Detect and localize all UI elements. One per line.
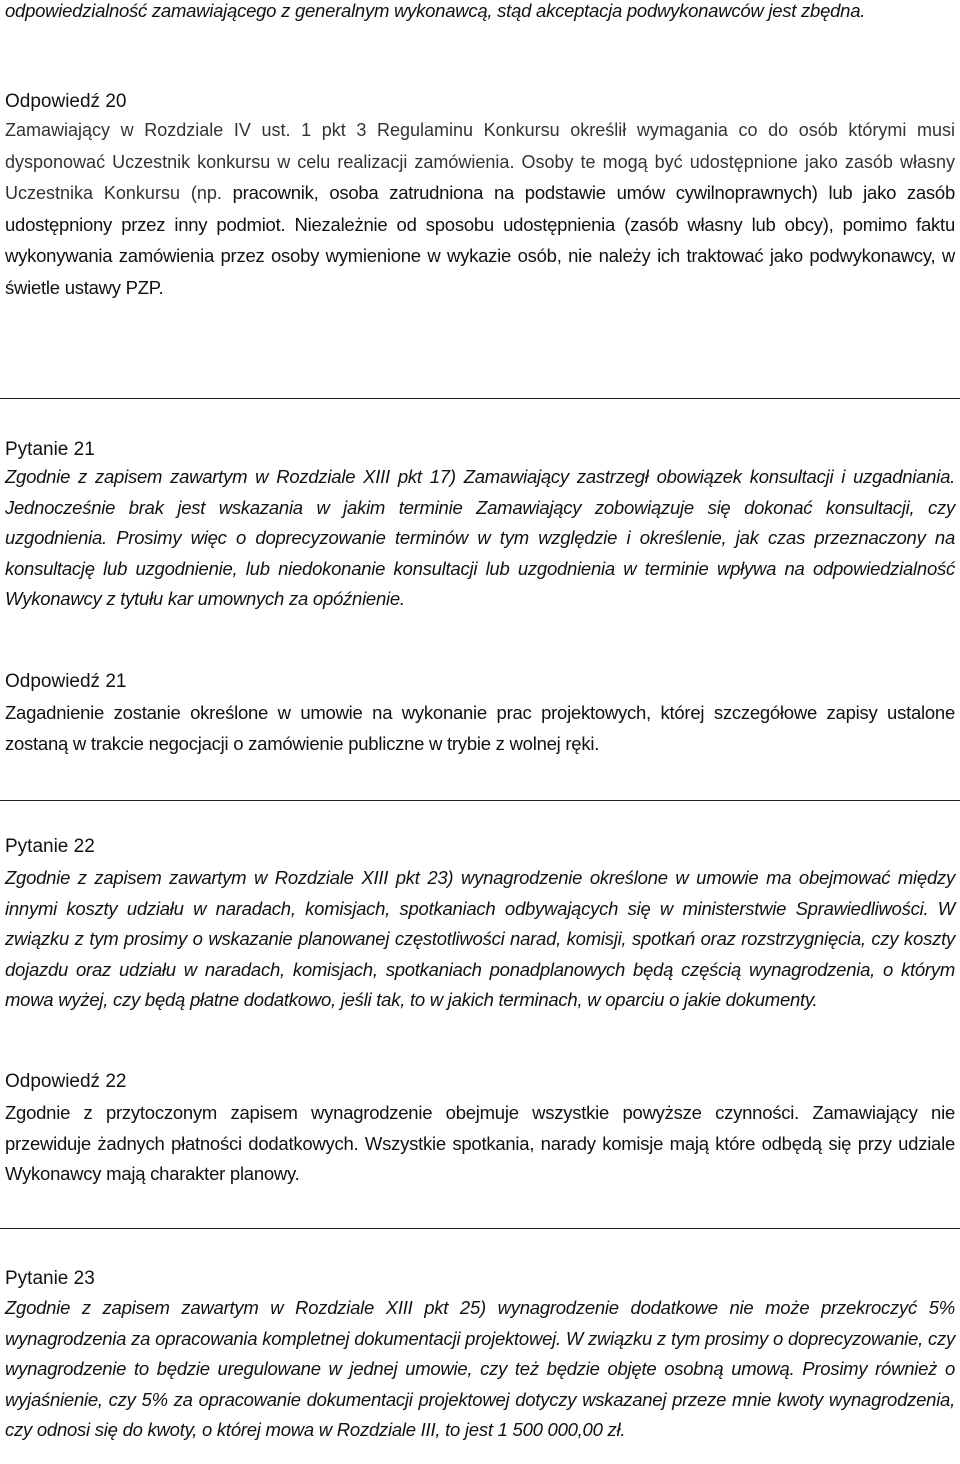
answer-22-text: Zgodnie z przytoczonym zapisem wynagrodzenie obejmuje wszystkie powyższe czynności. Zamawiający nie przewiduje żadnych płatności dodatkowych. Wszystkie spotkania, narady komisje mają które odbędą się przy udziale Wykonawcy mają charakter planowy. [5,1102,955,1184]
continuation-paragraph: odpowiedzialność zamawiającego z generalnym wykonawcą, stąd akceptacja podwykonawców jest zbędna. [5,0,866,21]
question-21-text: Zgodnie z zapisem zawartym w Rozdziale XIII pkt 17) Zamawiający zastrzegł obowiązek konsultacji i uzgadniania. Jednocześnie brak jest wskazania w jakim terminie Zamawiający zobowiązuje się dokonać konsultacji, czy uzgodnienia. Prosimy więc o doprecyzowanie terminów w tym względzie i określenie, jak czas przeznaczony na konsultację lub uzgodnienie, lub niedokonanie konsultacji lub uzgodnienia w terminie wpływa na odpowiedzialność Wykonawcy z tytułu kar umownych za opóźnienie. [5,466,955,609]
answer-20-text [5,115,955,304]
question-21-heading: Pytanie 21 [5,439,95,460]
question-22-text: Zgodnie z zapisem zawartym w Rozdziale XIII pkt 23) wynagrodzenie określone w umowie ma obejmować między innymi koszty udziału w naradach, komisjach, spotkaniach odbywających się w ministerstwie Sprawiedliwości. W związku z tym prosimy o wskazanie planowanej częstotliwości narad, komisji, spotkań oraz rozstrzygnięcia, czy koszty dojazdu oraz udziału w naradach, komisjach, spotkaniach ponadplanowych będą częścią wynagrodzenia, o którym mowa wyżej, czy będą płatne dodatkowo, jeśli tak, to w jakich terminach, w oparciu o jakie dokumenty. [5,867,955,1010]
section-divider [0,1228,960,1229]
question-23-heading: Pytanie 23 [5,1268,95,1289]
answer-20-heading: Odpowiedź 20 [5,91,127,112]
answer-20-text-part2: pracownik, osoba zatrudniona na podstawie umów cywilnoprawnych) lub jako zasób udostępniony przez inny podmiot. Niezależnie od sposobu udostępnienia (zasób własny lub obcy), pomimo faktu wykonywania zamówienia przez osoby wymienione w wykazie osób, nie należy ich traktować jako podwykonawcy, w świetle ustawy PZP. [5,182,956,298]
answer-21-text: Zagadnienie zostanie określone w umowie na wykonanie prac projektowych, której szczegółowe zapisy ustalone zostaną w trakcie negocjacji o zamówienie publiczne w trybie z wolnej ręki. [5,702,955,754]
answer-20-text-part1: Zamawiający w Rozdziale IV ust. 1 pkt 3 Regulaminu Konkursu określił wymagania co do osób którymi musi dysponować Uczestnik konkursu w celu realizacji zamówienia. Osoby te mogą być udostępnione jako zasób własny Uczestnika Konkursu (np. [5,120,955,203]
question-23-text: Zgodnie z zapisem zawartym w Rozdziale XIII pkt 25) wynagrodzenie dodatkowe nie może przekroczyć 5% wynagrodzenia za opracowania kompletnej dokumentacji projektowej. W związku z tym prosimy o doprecyzowanie, czy wynagrodzenie to będzie uregulowane w jednej umowie, czy też będzie objęte osobną umową. Prosimy również o wyjaśnienie, czy 5% za opracowanie dokumentacji projektowej dotyczy wskazanej przeze mnie kwoty wynagrodzenia, czy odnosi się do kwoty, o której mowa w Rozdziale III, to jest 1 500 000,00 zł. [5,1297,955,1440]
answer-22-heading: Odpowiedź 22 [5,1071,127,1092]
answer-21-heading: Odpowiedź 21 [5,671,127,692]
section-divider [0,800,960,801]
section-divider [0,398,960,399]
question-22-heading: Pytanie 22 [5,836,95,857]
